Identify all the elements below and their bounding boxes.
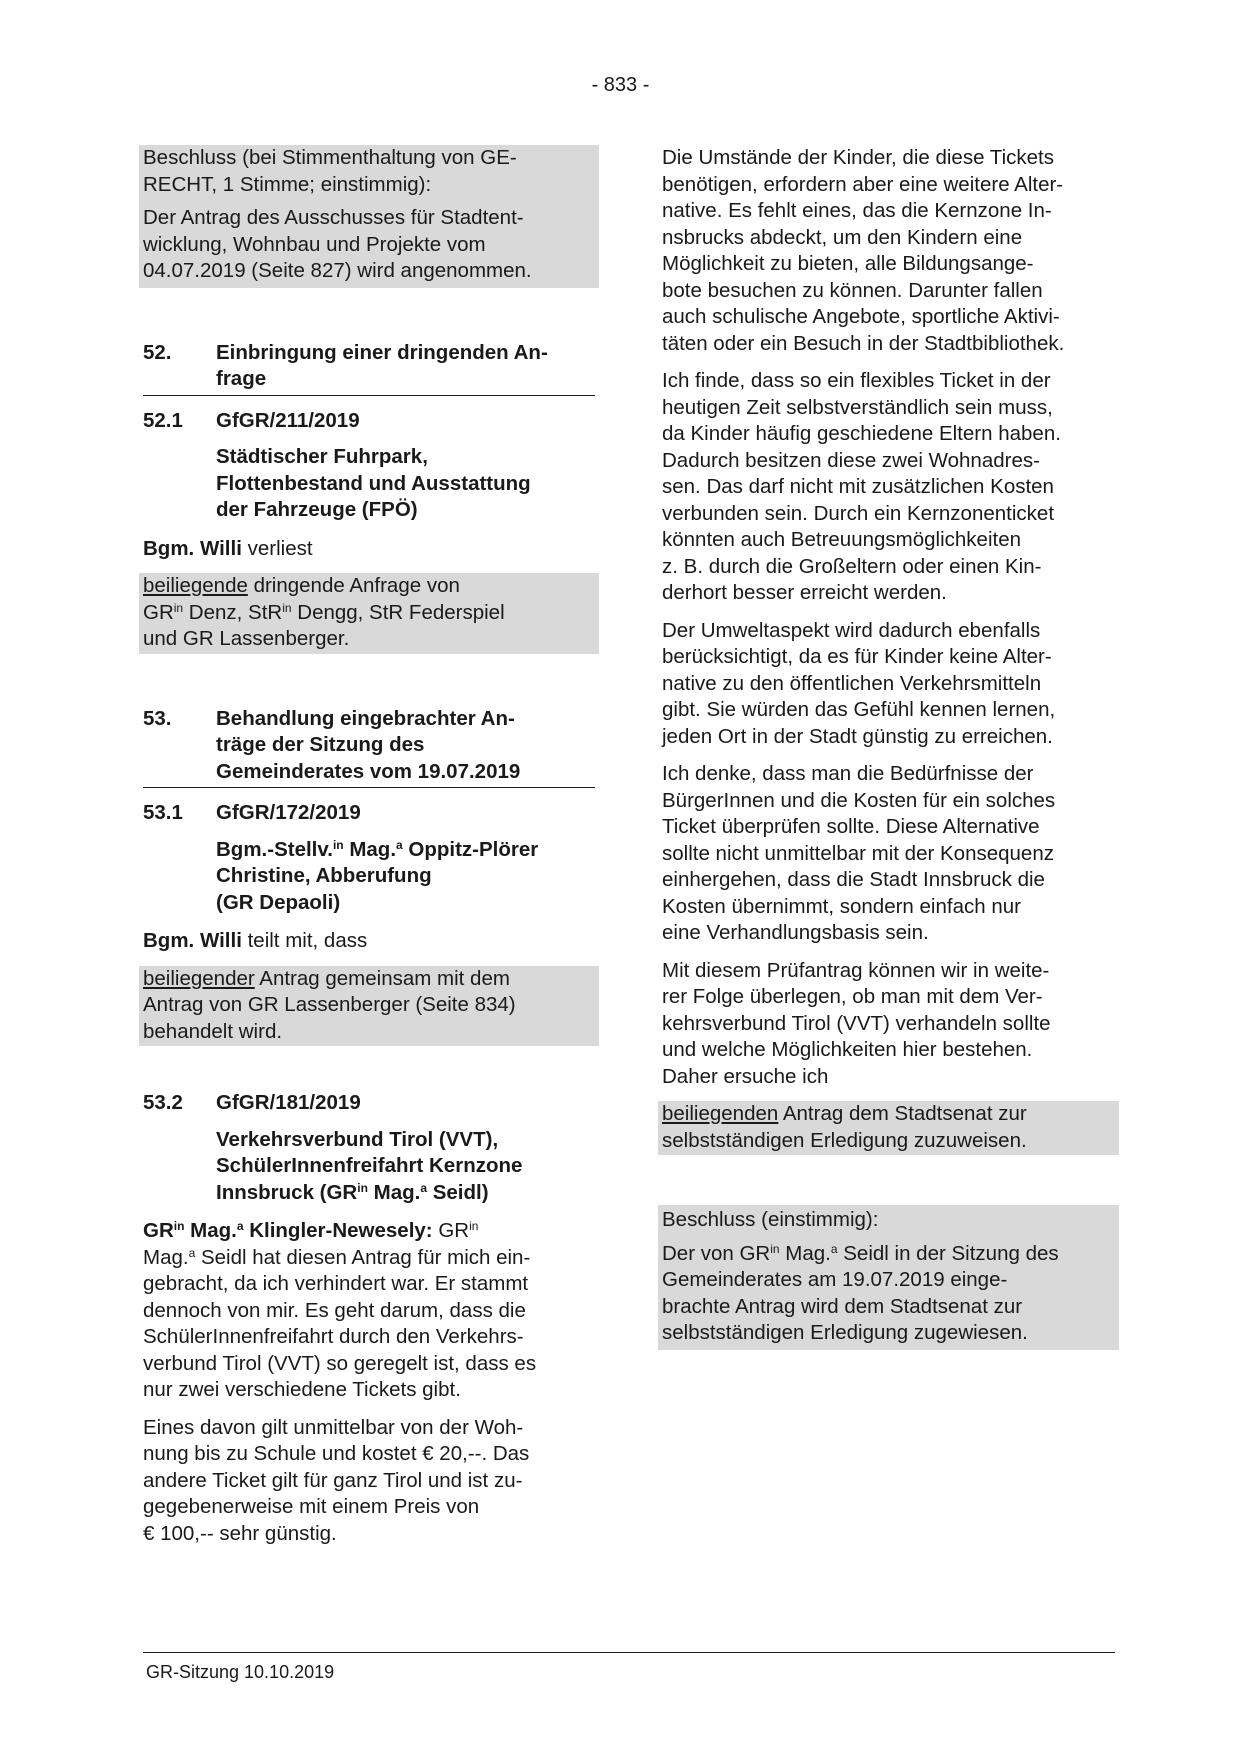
text-line: auch schulische Angebote, sportliche Aktivi-	[662, 305, 1060, 328]
subject-line: Städtischer Fuhrpark,	[216, 445, 428, 468]
attachment-text-part: selbstständigen Erledigung zuzuweisen.	[662, 1128, 1027, 1152]
text-line: Gemeinderates am 19.07.2019 einge-	[662, 1268, 1008, 1291]
text-line: € 100,-- sehr günstig.	[143, 1521, 337, 1545]
resolution-block-2	[658, 1205, 1119, 1350]
section-reference: GfGR/172/2019	[216, 801, 361, 824]
text-line: Ich finde, dass so ein flexibles Ticket in der	[662, 369, 1051, 392]
text-line: Möglichkeit zu bieten, alle Bildungsange-	[662, 252, 1034, 275]
right-column	[662, 145, 1115, 1350]
text-line: Kosten übernimmt, sondern einfach nur	[662, 894, 1021, 918]
attachment-text-part: Denz, StR	[183, 600, 283, 624]
text-line: sollte nicht unmittelbar mit der Konsequenz	[662, 841, 1054, 865]
text-line: nung bis zu Schule und kostet € 20,--. Das	[143, 1442, 530, 1465]
attachment-link[interactable]: beiliegenden	[662, 1102, 779, 1125]
subject-line: Flottenbestand und Ausstattung	[216, 471, 531, 495]
speaker-part: Mag.	[184, 1219, 237, 1242]
section-number: 52.	[143, 340, 172, 364]
text-line: verbunden sein. Durch ein Kernzonenticket	[662, 501, 1055, 525]
text-line: gebracht, da ich verhindert war. Er stammt	[143, 1272, 529, 1295]
superscript: in	[469, 1219, 479, 1233]
section-53-2-heading	[143, 1090, 595, 1117]
footer-text: GR-Sitzung 10.10.2019	[146, 1662, 335, 1682]
subject-line: Oppitz-Plörer	[402, 837, 539, 861]
subject-line: Christine, Abberufung	[216, 864, 432, 887]
attachment-note-53-2	[658, 1101, 1119, 1155]
resolution-heading	[143, 145, 595, 198]
section-number: 53.1	[143, 801, 183, 824]
text-line: derhort besser erreicht werden.	[662, 581, 947, 604]
resolution-text-line3: 04.07.2019 (Seite 827) wird angenommen.	[143, 259, 532, 282]
text-part: Mag.	[779, 1241, 831, 1265]
attachment-text-part: GR	[143, 600, 174, 624]
superscript: a	[830, 1241, 838, 1256]
text-line: da Kinder häufig geschiedene Eltern haben.	[662, 422, 1061, 445]
text-line: Eines davon gilt unmittelbar von der Woh-	[143, 1415, 524, 1439]
text-part: Der von GR	[662, 1241, 771, 1265]
speech-paragraph-5	[662, 618, 1115, 751]
section-title	[216, 340, 595, 393]
text-line: dennoch von mir. Es geht darum, dass die	[143, 1298, 526, 1322]
speaker-verb: teilt mit, dass	[241, 929, 368, 952]
superscript: in	[770, 1241, 780, 1256]
text-line: Ticket überprüfen sollte. Diese Alternative	[662, 815, 1040, 838]
attachment-text-part: behandelt wird.	[143, 1019, 283, 1043]
text-line: Dadurch besitzen diese zwei Wohnadres-	[662, 448, 1040, 472]
subject-line: (GR Depaoli)	[216, 890, 341, 914]
section-subject	[143, 444, 595, 524]
speech-paragraph-1	[143, 1218, 595, 1404]
superscript: a	[236, 1219, 244, 1233]
text-line: Die Umstände der Kinder, die diese Tickets	[662, 146, 1054, 169]
subject-line: Bgm.-Stellv.	[216, 837, 333, 861]
section-reference: GfGR/211/2019	[216, 408, 360, 432]
section-52-heading	[143, 340, 595, 396]
text-line: jeden Ort in der Stadt günstig zu erreichen.	[662, 724, 1053, 748]
text-line: nur zwei verschiedene Tickets gibt.	[143, 1378, 461, 1401]
speech-paragraph-6	[662, 761, 1115, 947]
speech-paragraph-2	[143, 1415, 595, 1548]
attachment-note-52-1	[139, 573, 599, 654]
text-line: und welche Möglichkeiten hier bestehen.	[662, 1038, 1033, 1061]
text-line: selbstständigen Erledigung zugewiesen.	[662, 1321, 1028, 1344]
superscript: a	[420, 1180, 428, 1195]
text-part: Mag.	[143, 1245, 189, 1269]
text-line: SchülerInnenfreifahrt durch den Verkehrs-	[143, 1325, 524, 1348]
subject-line: Mag.	[343, 837, 397, 861]
section-subject	[143, 837, 595, 917]
text-line: gibt. Sie würden das Gefühl kennen lernen,	[662, 698, 1056, 721]
resolution-text-line2: wicklung, Wohnbau und Projekte vom	[143, 232, 486, 256]
footer-divider	[143, 1652, 1115, 1653]
speaker-name: Bgm. Willi	[143, 929, 242, 952]
text-line: BürgerInnen und die Kosten für ein solches	[662, 788, 1056, 812]
text-line: verbund Tirol (VVT) so geregelt ist, dass es	[143, 1351, 537, 1375]
section-title-line: träge der Sitzung des	[216, 733, 425, 756]
speech-paragraph-7	[662, 958, 1115, 1091]
attachment-text-part: dringende Anfrage von	[247, 574, 460, 597]
attachment-link[interactable]: beiliegende	[143, 574, 248, 597]
text-part: GR	[432, 1219, 470, 1242]
attachment-text	[143, 966, 595, 1046]
text-line: z. B. durch die Großeltern oder einen Kin-	[662, 554, 1042, 578]
section-title-line: Einbringung einer dringenden An-	[216, 340, 548, 364]
subject-line: Seidl)	[427, 1180, 489, 1204]
resolution-text-line1: Der Antrag des Ausschusses für Stadtent-	[143, 206, 524, 229]
speaker-name: Bgm. Willi	[143, 536, 242, 560]
text-line: kehrsverbund Tirol (VVT) verhandeln sollte	[662, 1011, 1051, 1035]
speaker-verb: verliest	[241, 536, 313, 560]
section-53-1-heading	[143, 800, 595, 827]
speaker-name	[143, 1219, 433, 1242]
attachment-text-part: und GR Lassenberger.	[143, 627, 350, 650]
section-number: 52.1	[143, 408, 183, 432]
text-line: heutigen Zeit selbstverständlich sein muss,	[662, 395, 1053, 419]
subject-line: Verkehrsverbund Tirol (VVT),	[216, 1127, 499, 1151]
attachment-link[interactable]: beiliegender	[143, 966, 255, 990]
superscript: a	[396, 837, 403, 852]
text-line: gegebenerweise mit einem Preis von	[143, 1495, 480, 1518]
subject-line: Mag.	[367, 1180, 421, 1204]
subject-line: SchülerInnenfreifahrt Kernzone	[216, 1154, 523, 1177]
resolution-text	[143, 205, 595, 285]
superscript: in	[173, 1219, 185, 1233]
section-53-heading	[143, 706, 595, 789]
text-line: täten oder ein Besuch in der Stadtbibliothek.	[662, 331, 1065, 355]
superscript: in	[173, 600, 184, 615]
text-line: native zu den öffentlichen Verkehrsmitteln	[662, 671, 1042, 695]
attachment-note-53-1	[139, 966, 599, 1047]
text-line: bote besuchen zu können. Darunter fallen	[662, 278, 1043, 302]
superscript: a	[188, 1245, 196, 1260]
section-number: 53.	[143, 706, 172, 730]
superscript: in	[357, 1180, 368, 1195]
text-line: native. Es fehlt eines, das die Kernzone In-	[662, 199, 1052, 222]
section-number: 53.2	[143, 1091, 183, 1114]
speaker-part: Klingler-Newesely:	[243, 1219, 433, 1242]
superscript: in	[282, 600, 292, 615]
resolution-heading-line1: Beschluss (bei Stimmenthaltung von GE-	[143, 146, 517, 169]
subject-line: der Fahrzeuge (FPÖ)	[216, 498, 418, 521]
text-line: benötigen, erfordern aber eine weitere Alter-	[662, 172, 1064, 196]
text-line: sen. Das darf nicht mit zusätzlichen Kosten	[662, 475, 1054, 498]
section-title-line: Behandlung eingebrachter An-	[216, 706, 515, 730]
text-line: einhergehen, dass die Stadt Innsbruck die	[662, 868, 1045, 891]
text-part: Seidl in der Sitzung des	[837, 1241, 1059, 1265]
text-line: Mit diesem Prüfantrag können wir in weite-	[662, 958, 1050, 982]
section-reference: GfGR/181/2019	[216, 1091, 361, 1114]
text-line: rer Folge überlegen, ob man mit dem Ver-	[662, 985, 1043, 1008]
attachment-text-part: Dengg, StR Federspiel	[291, 600, 505, 624]
attachment-text	[143, 573, 595, 653]
attachment-text-part: Antrag dem Stadtsenat zur	[778, 1102, 1027, 1125]
section-subject	[143, 1127, 595, 1207]
speaker-part: GR	[143, 1219, 174, 1242]
resolution-block-1	[139, 145, 599, 288]
left-column	[143, 145, 595, 1558]
text-line: könnten auch Betreuungsmöglichkeiten	[662, 528, 1021, 551]
speaker-line	[143, 536, 595, 563]
text-line: Daher ersuche ich	[662, 1064, 829, 1088]
text-line: Der Umweltaspekt wird dadurch ebenfalls	[662, 618, 1041, 642]
section-title-line: Gemeinderates vom 19.07.2019	[216, 759, 521, 783]
speech-paragraph-4	[662, 368, 1115, 607]
superscript: in	[332, 837, 344, 852]
text-part: Seidl hat diesen Antrag für mich ein-	[195, 1245, 531, 1269]
section-52-1-heading	[143, 408, 595, 435]
resolution-text	[662, 1241, 1115, 1347]
resolution-heading: Beschluss (einstimmig):	[662, 1208, 879, 1231]
speech-paragraph-3	[662, 145, 1115, 357]
attachment-text-part: Antrag von GR Lassenberger (Seite 834)	[143, 993, 516, 1016]
speaker-line	[143, 928, 595, 955]
text-line: eine Verhandlungsbasis sein.	[662, 921, 929, 944]
attachment-text-part: Antrag gemeinsam mit dem	[254, 966, 510, 990]
text-line: Ich denke, dass man die Bedürfnisse der	[662, 762, 1034, 785]
attachment-text	[662, 1101, 1115, 1154]
resolution-heading-line2: RECHT, 1 Stimme; einstimmig):	[143, 172, 432, 196]
section-title	[216, 706, 595, 786]
text-line: berücksichtigt, da es für Kinder keine Alter-	[662, 645, 1052, 668]
page-number: - 833 -	[591, 74, 650, 96]
subject-line: Innsbruck (GR	[216, 1180, 358, 1204]
text-line: andere Ticket gilt für ganz Tirol und ist zu-	[143, 1468, 523, 1492]
section-title-line: frage	[216, 367, 267, 390]
text-line: nsbrucks abdeckt, um den Kindern eine	[662, 225, 1023, 249]
text-line: brachte Antrag wird dem Stadtsenat zur	[662, 1294, 1023, 1318]
